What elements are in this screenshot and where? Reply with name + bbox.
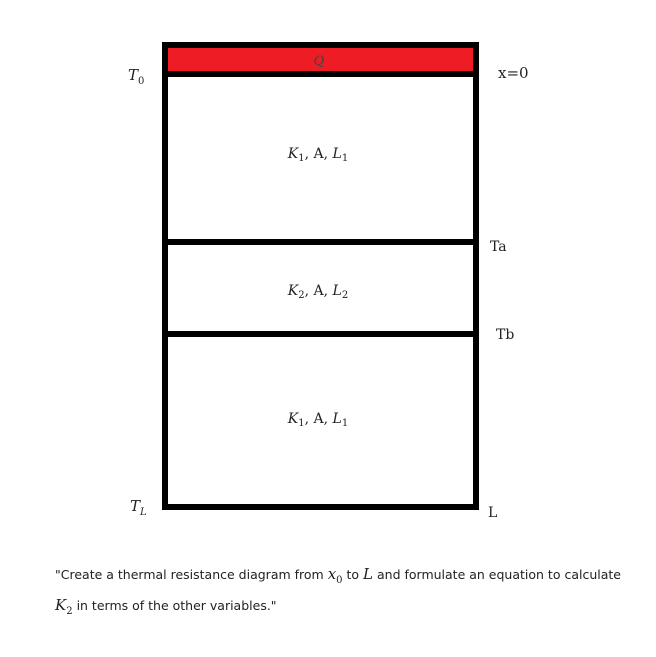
layer-3-label: $K_1$, A, $L_1$ bbox=[287, 411, 349, 429]
layer-1-label: $K_1$, A, $L_1$ bbox=[287, 146, 349, 164]
layer-2-label: $K_2$, A, $L_2$ bbox=[287, 283, 349, 301]
heat-source-label: Q bbox=[313, 54, 325, 69]
temperature-t0-label: $T_0$ bbox=[128, 66, 145, 87]
caption-text-3: and formulate an equation to calculate bbox=[373, 567, 621, 582]
wall-outline bbox=[165, 45, 476, 507]
temperature-ta-label: Ta bbox=[490, 239, 507, 255]
temperature-tb-label: Tb bbox=[496, 327, 515, 343]
caption-x0-symbol: $x_0$ bbox=[327, 565, 343, 586]
caption-text-4: in terms of the other variables." bbox=[72, 598, 277, 613]
caption-l-symbol: L bbox=[363, 565, 374, 583]
temperature-tl-label: $T_L$ bbox=[130, 497, 147, 518]
position-x0-label: x=0 bbox=[498, 64, 529, 82]
caption-text-2: to bbox=[342, 567, 364, 582]
position-l-label: L bbox=[488, 505, 498, 521]
caption-k2-symbol: $K_2$ bbox=[55, 596, 73, 617]
question-caption bbox=[55, 562, 635, 624]
caption-text-1: "Create a thermal resistance diagram from bbox=[55, 567, 328, 582]
